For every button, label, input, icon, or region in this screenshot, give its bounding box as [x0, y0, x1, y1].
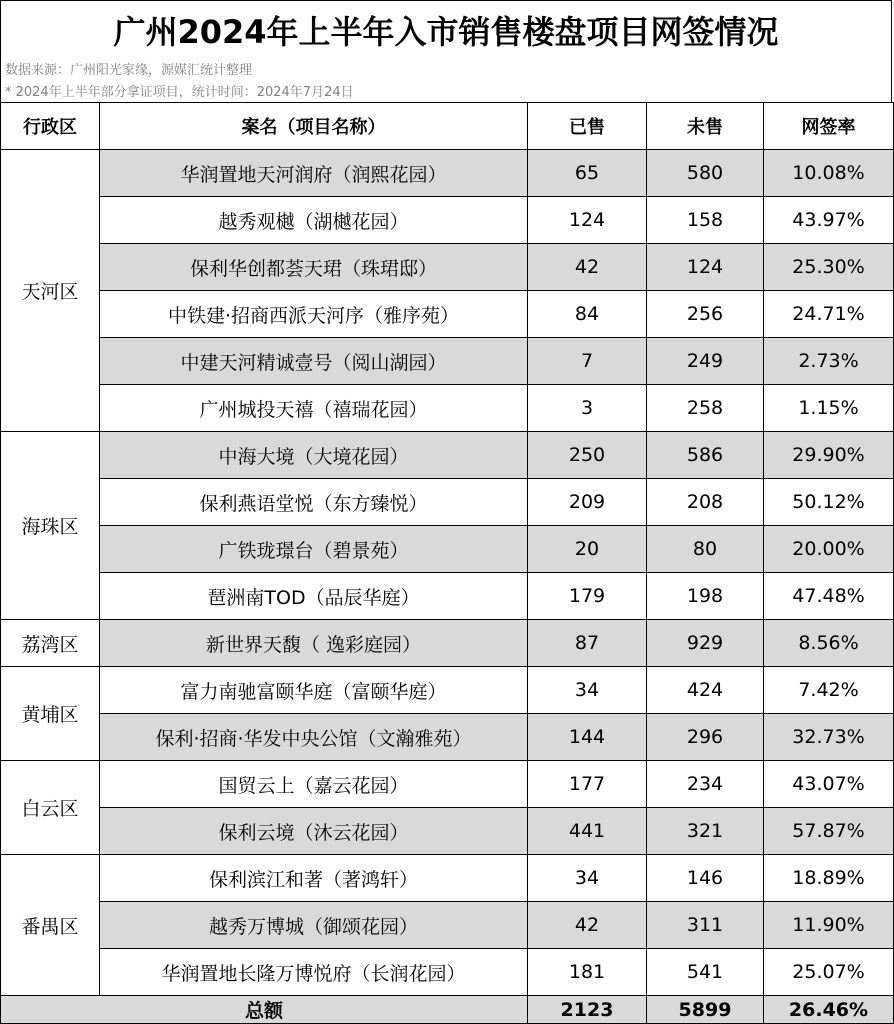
unsold-cell: 146	[647, 855, 764, 902]
unsold-cell: 258	[647, 385, 764, 432]
table-header-block	[0, 0, 892, 102]
rate-cell: 29.90%	[764, 432, 894, 479]
unsold-cell: 541	[647, 949, 764, 996]
unsold-cell: 321	[647, 808, 764, 855]
rate-cell: 43.07%	[764, 761, 894, 808]
unsold-cell: 586	[647, 432, 764, 479]
sold-cell: 179	[528, 573, 647, 620]
district-cell: 海珠区	[1, 432, 100, 620]
unsold-cell: 158	[647, 197, 764, 244]
table-row	[1, 667, 894, 714]
project-cell: 越秀观樾（湖樾花园）	[100, 197, 528, 244]
rate-cell: 25.30%	[764, 244, 894, 291]
unsold-cell: 234	[647, 761, 764, 808]
sold-cell: 34	[528, 667, 647, 714]
rate-cell: 57.87%	[764, 808, 894, 855]
project-cell: 保利·招商·华发中央公馆（文瀚雅苑）	[100, 714, 528, 761]
unsold-cell: 208	[647, 479, 764, 526]
unsold-cell: 311	[647, 902, 764, 949]
table-row	[1, 291, 894, 338]
data-source-note: 数据来源：广州阳光家缘，源媒汇统计整理	[5, 63, 253, 78]
project-cell: 国贸云上（嘉云花园）	[100, 761, 528, 808]
rate-cell: 50.12%	[764, 479, 894, 526]
rate-cell: 24.71%	[764, 291, 894, 338]
project-cell: 琶洲南TOD（品辰华庭）	[100, 573, 528, 620]
table-row	[1, 761, 894, 808]
unsold-cell: 580	[647, 150, 764, 197]
table-header-row	[1, 103, 894, 150]
sold-cell: 20	[528, 526, 647, 573]
district-cell: 白云区	[1, 761, 100, 855]
table-body	[1, 150, 894, 996]
sold-cell: 3	[528, 385, 647, 432]
scope-note: * 2024年上半年部分拿证项目，统计时间：2024年7月24日	[5, 85, 354, 100]
project-cell: 保利华创都荟天珺（珠珺邸）	[100, 244, 528, 291]
rate-cell: 43.97%	[764, 197, 894, 244]
sold-cell: 65	[528, 150, 647, 197]
table-row	[1, 338, 894, 385]
sold-cell: 34	[528, 855, 647, 902]
unsold-cell: 80	[647, 526, 764, 573]
project-cell: 华润置地长隆万博悦府（长润花园）	[100, 949, 528, 996]
table-row	[1, 808, 894, 855]
total-rate: 26.46%	[764, 996, 894, 1024]
district-cell: 荔湾区	[1, 620, 100, 667]
district-cell: 天河区	[1, 150, 100, 432]
sold-cell: 84	[528, 291, 647, 338]
project-cell: 中建天河精诚壹号（阅山湖园）	[100, 338, 528, 385]
table-row	[1, 432, 894, 479]
column-header-project: 案名（项目名称）	[100, 103, 528, 150]
project-cell: 广铁珑璟台（碧景苑）	[100, 526, 528, 573]
table-row	[1, 714, 894, 761]
sold-cell: 7	[528, 338, 647, 385]
table-row	[1, 573, 894, 620]
project-cell: 富力南驰富颐华庭（富颐华庭）	[100, 667, 528, 714]
total-sold: 2123	[528, 996, 647, 1024]
unsold-cell: 249	[647, 338, 764, 385]
project-cell: 保利燕语堂悦（东方臻悦）	[100, 479, 528, 526]
table-row	[1, 902, 894, 949]
unsold-cell: 296	[647, 714, 764, 761]
column-header-sold: 已售	[528, 103, 647, 150]
project-cell: 保利云境（沐云花园）	[100, 808, 528, 855]
district-cell: 番禺区	[1, 855, 100, 996]
project-cell: 中海大境（大境花园）	[100, 432, 528, 479]
project-cell: 华润置地天河润府（润熙花园）	[100, 150, 528, 197]
rate-cell: 18.89%	[764, 855, 894, 902]
rate-cell: 47.48%	[764, 573, 894, 620]
rate-cell: 2.73%	[764, 338, 894, 385]
table-row	[1, 949, 894, 996]
unsold-cell: 929	[647, 620, 764, 667]
rate-cell: 20.00%	[764, 526, 894, 573]
table-row	[1, 150, 894, 197]
district-cell: 黄埔区	[1, 667, 100, 761]
sold-cell: 42	[528, 902, 647, 949]
rate-cell: 32.73%	[764, 714, 894, 761]
column-header-district: 行政区	[1, 103, 100, 150]
sold-cell: 181	[528, 949, 647, 996]
page-title: 广州2024年上半年入市销售楼盘项目网签情况	[113, 13, 779, 51]
project-cell: 越秀万博城（御颂花园）	[100, 902, 528, 949]
sold-cell: 250	[528, 432, 647, 479]
rate-cell: 10.08%	[764, 150, 894, 197]
project-cell: 广州城投天禧（禧瑞花园）	[100, 385, 528, 432]
sold-cell: 209	[528, 479, 647, 526]
rate-cell: 1.15%	[764, 385, 894, 432]
table-row	[1, 197, 894, 244]
sold-cell: 87	[528, 620, 647, 667]
column-header-rate: 网签率	[764, 103, 894, 150]
rate-cell: 11.90%	[764, 902, 894, 949]
table-row	[1, 855, 894, 902]
table-row	[1, 620, 894, 667]
column-header-unsold: 未售	[647, 103, 764, 150]
table-row	[1, 244, 894, 291]
table-row	[1, 385, 894, 432]
project-cell: 中铁建·招商西派天河序（雅序苑）	[100, 291, 528, 338]
sales-table	[0, 102, 894, 1024]
table-row	[1, 479, 894, 526]
table-row	[1, 526, 894, 573]
unsold-cell: 256	[647, 291, 764, 338]
rate-cell: 7.42%	[764, 667, 894, 714]
unsold-cell: 124	[647, 244, 764, 291]
rate-cell: 25.07%	[764, 949, 894, 996]
total-unsold: 5899	[647, 996, 764, 1024]
sold-cell: 177	[528, 761, 647, 808]
total-label: 总额	[1, 996, 528, 1024]
rate-cell: 8.56%	[764, 620, 894, 667]
project-cell: 保利滨江和著（著鸿轩）	[100, 855, 528, 902]
sold-cell: 124	[528, 197, 647, 244]
unsold-cell: 424	[647, 667, 764, 714]
project-cell: 新世界天馥（ 逸彩庭园）	[100, 620, 528, 667]
sold-cell: 144	[528, 714, 647, 761]
sold-cell: 441	[528, 808, 647, 855]
sold-cell: 42	[528, 244, 647, 291]
total-row	[1, 996, 894, 1024]
unsold-cell: 198	[647, 573, 764, 620]
